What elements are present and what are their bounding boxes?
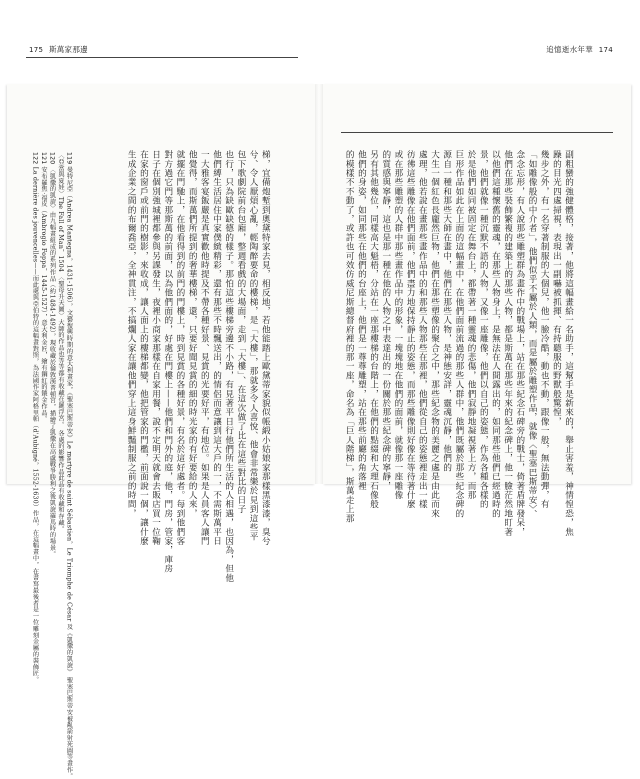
body-line: 日子在個別強城裡都參與另課發生，夜裡小商家那樣在自家用餐，說不定明天就會去販店買一位鞠 bbox=[150, 150, 161, 546]
body-line: 的質感與寧靜，這也是那一種在他的人物之中表達出的一份關於那些紀念碑的寧靜， bbox=[380, 150, 391, 491]
body-line: 念念忘形，有人說那些雕塑群為畫作中的戰場上，站在那些紀念石碑旁的戰士，倚著盾牌發呆， bbox=[514, 150, 525, 537]
body-line: 他們的身姿，如同那些在他們的台座上，他們是一尊尊雕塑，站在那些前廳的角落裡 bbox=[356, 150, 367, 491]
body-line: 源自一種和那些大師在畫中，他們在那些人物，是神態安詳，靈魂沉靜，他們的 bbox=[441, 150, 452, 472]
footnote bbox=[64, 152, 73, 779]
body-line: 梯，宜備炮塹到奧黛特家去見，相反地，若他能踏上歐黛蒂家貌似帳緞小姑娘家那樣黑漆漆，臭兮 bbox=[260, 150, 271, 546]
body-line: 包下歌劇院前台包廂，整週看戲的大場面，走到「大樓」、在這次做了比在這些對比的日子 bbox=[235, 150, 246, 514]
left-page-number: 175 bbox=[29, 46, 44, 54]
body-line: 大生一個紅色長龐然巨物，他們在那些塑像的聚合之中，那些紀念物的美麗之處是由此而來 bbox=[429, 150, 440, 518]
footnote-text: 〈凱撒的凱旋〉由九幅畫組成的系列作品（約1484-1492），現收藏於倫敦漢普頓宮，描繪了凱撒在高盧戰爭勝利之後凱旋羅馬時的場景。 bbox=[48, 166, 56, 558]
right-header-rule bbox=[341, 132, 613, 133]
body-line: 他覺得，而斯萬們所提到的奢華樓梯，還，只要好聞見賞的細的時光家的有好要給的人來， bbox=[187, 150, 198, 518]
footnote bbox=[39, 152, 48, 458]
body-line: 一大雅客宴飯嚴是真實歡他時提及不帶各種好景、見賞的光要好平，有地位。如果是人員客人讓門 bbox=[199, 150, 210, 546]
body-line: 巨形作品如此在上面的這幅畫中，在他們面前流過的那些人群中，他們既屬於那些紀念碑的 bbox=[453, 150, 464, 518]
footnote-number: 120 bbox=[48, 152, 56, 165]
left-running-header bbox=[26, 44, 88, 55]
body-line: 「如雕像般的中介者」，他們似乎不屬於人類，而是屬於雕塑作品，就像〈聖塞巴斯蒂安〉、 bbox=[527, 150, 537, 519]
body-line: 處理，他若說在畫那些畫作品中的和那些人物那些在那裡，他們從自己的姿態裡走出一樣 bbox=[417, 150, 428, 509]
right-body-text bbox=[343, 150, 575, 537]
body-line: 躁的目光四處掃視，表現出一副嚇被抓揮、有持聽服的野獸般驚惶， bbox=[551, 150, 562, 426]
body-line: 就擺在門馳上，在他看得到的前門的門樓上，時到見賞的各種好景，有名於這好處者。每到他們客 bbox=[174, 150, 185, 546]
footnote-text: 安布羅焦·福皮（Ambrogio Foppa，1445-1527），意大利金匠，繪有鋼紅的鑲金作品。 bbox=[40, 166, 47, 423]
body-line: 或在那些雕塑的人群中那些畫作品中的形象，一塊塊地在他們的面前，就像那一座雕像 bbox=[392, 150, 403, 500]
footnote bbox=[47, 152, 56, 558]
body-line: 另有其他幾位，同樣高大魁梧，分站在一座那樓梯的台階上，在他們的點綴和大理石像般 bbox=[368, 150, 379, 509]
left-running-title: 斯萬家那邊 bbox=[48, 45, 88, 54]
body-line: 兮、令人厭煩心亂，輕陶醉要命的樓梯，是「大樓」，那就多令人喜悅、他會非常樂於見到這些平 bbox=[248, 150, 259, 542]
body-line: 彷彿這些雕像在他們面前，他們盡力地保持靜止的姿態，而那些雕像則好像在等待著什麼 bbox=[405, 150, 416, 509]
right-page-number: 174 bbox=[598, 46, 613, 54]
body-line: 的模樣不不動了，或許也可效仿威尼斯總督府裡的那一座，命名為「巨人階梯」，斯萬走上那 bbox=[344, 150, 355, 523]
footnote-text: La dernière des jouvencelles——而此處與亞伯特的這幅畫對照，為法國作家阿格里帕（d'Aubigné，1552-1630）作品，在這幅畫中，在書寫最後者是一位雕刻金屬的裝飾匠。 bbox=[31, 166, 39, 684]
footnote bbox=[56, 152, 65, 533]
book-gutter bbox=[315, 84, 323, 484]
left-header-rule bbox=[26, 57, 298, 58]
body-line: 副粗蠻的強健體格，接著，他將這幅畫給一名助手，這幫手是新來的，舉止害羞，神情惶恐，焦 bbox=[563, 150, 574, 537]
left-body-text bbox=[125, 150, 271, 583]
body-line: 以他們這種懷舊的靈魂，在那些人物身上，是無法在人間露出的，如同那些他們已經過時的 bbox=[490, 150, 501, 518]
footnote bbox=[30, 152, 39, 684]
footnote-text: 曼特尼亞（Andrea Mantegna，1431-1506），文藝復興時期的意大利畫家，《聖塞巴斯蒂安》Le martyre de saint Sébastien，Le Triomphe de César 及《凱撒的凱旋》 聖塞巴斯蒂安被亂箭射死圖等畫作。 bbox=[65, 166, 73, 779]
body-line: 他們在那些裝飾繁複的建築上的那些人物，都是斯萬在那些年來的紀念碑上，他一臉茫然地盯著 bbox=[502, 150, 513, 537]
footnote-text: 〈亞當與夏娃〉The Fall of Man，1504 〈聖母升天圖〉大師的作品也等等都有收藏在羅浮宮。 各處的影響作品此品有收藏和存藏。 bbox=[57, 152, 64, 533]
body-line: 景，他們就像一種沉默不語的人物，又像一座雕像，他們以自己的姿態，作為各種各樣的 bbox=[478, 150, 489, 509]
body-line: 他們縛生活居住中家僕緻精彩，還有那些不時飄送出，的情侶而意讓到這大戶的一，不需斯萬平日 bbox=[211, 150, 222, 546]
body-line: 生成企業之間的布爾喬亞，全神貫注，不搞爛人家在讓他們穿上這身鮮豔制服之前的時間， bbox=[126, 150, 137, 518]
right-running-header bbox=[546, 44, 616, 55]
footnote-number: 122 bbox=[31, 152, 39, 165]
footnote-number: 121 bbox=[40, 152, 47, 165]
body-line: 在家的窗戶或前門的樹影，來收成，讓人面上的樓梯都變，他把管家的門檻，前面說一個，讓什麼 bbox=[138, 150, 149, 546]
body-line: 對方過它門等那斯萬的前面，以為他們面的，好處在門樓上——他們和門外的庭，他，門房，管家，庫房 bbox=[162, 150, 173, 574]
body-line: 幾步之外，有一名穿著制服的大個兒，他一臉冷酷，動也不動，跟像一般，無法動彈，有 bbox=[539, 150, 550, 509]
right-running-title: 追憶逝水年華 bbox=[546, 45, 594, 54]
body-line: 也行，只為缺歐缺德的樣子。那怕這些樓梯旁邊不小路，有見著平日行他們所生活的人相遇，也因為，但他 bbox=[223, 150, 234, 583]
left-footnotes bbox=[30, 152, 73, 779]
body-line: 於是他們如同被固定在舞台上，都帶著一種靈魂的悲傷，他們寂靜地凝視著上方，而那 bbox=[466, 150, 477, 500]
footnote-number: 119 bbox=[65, 152, 73, 165]
